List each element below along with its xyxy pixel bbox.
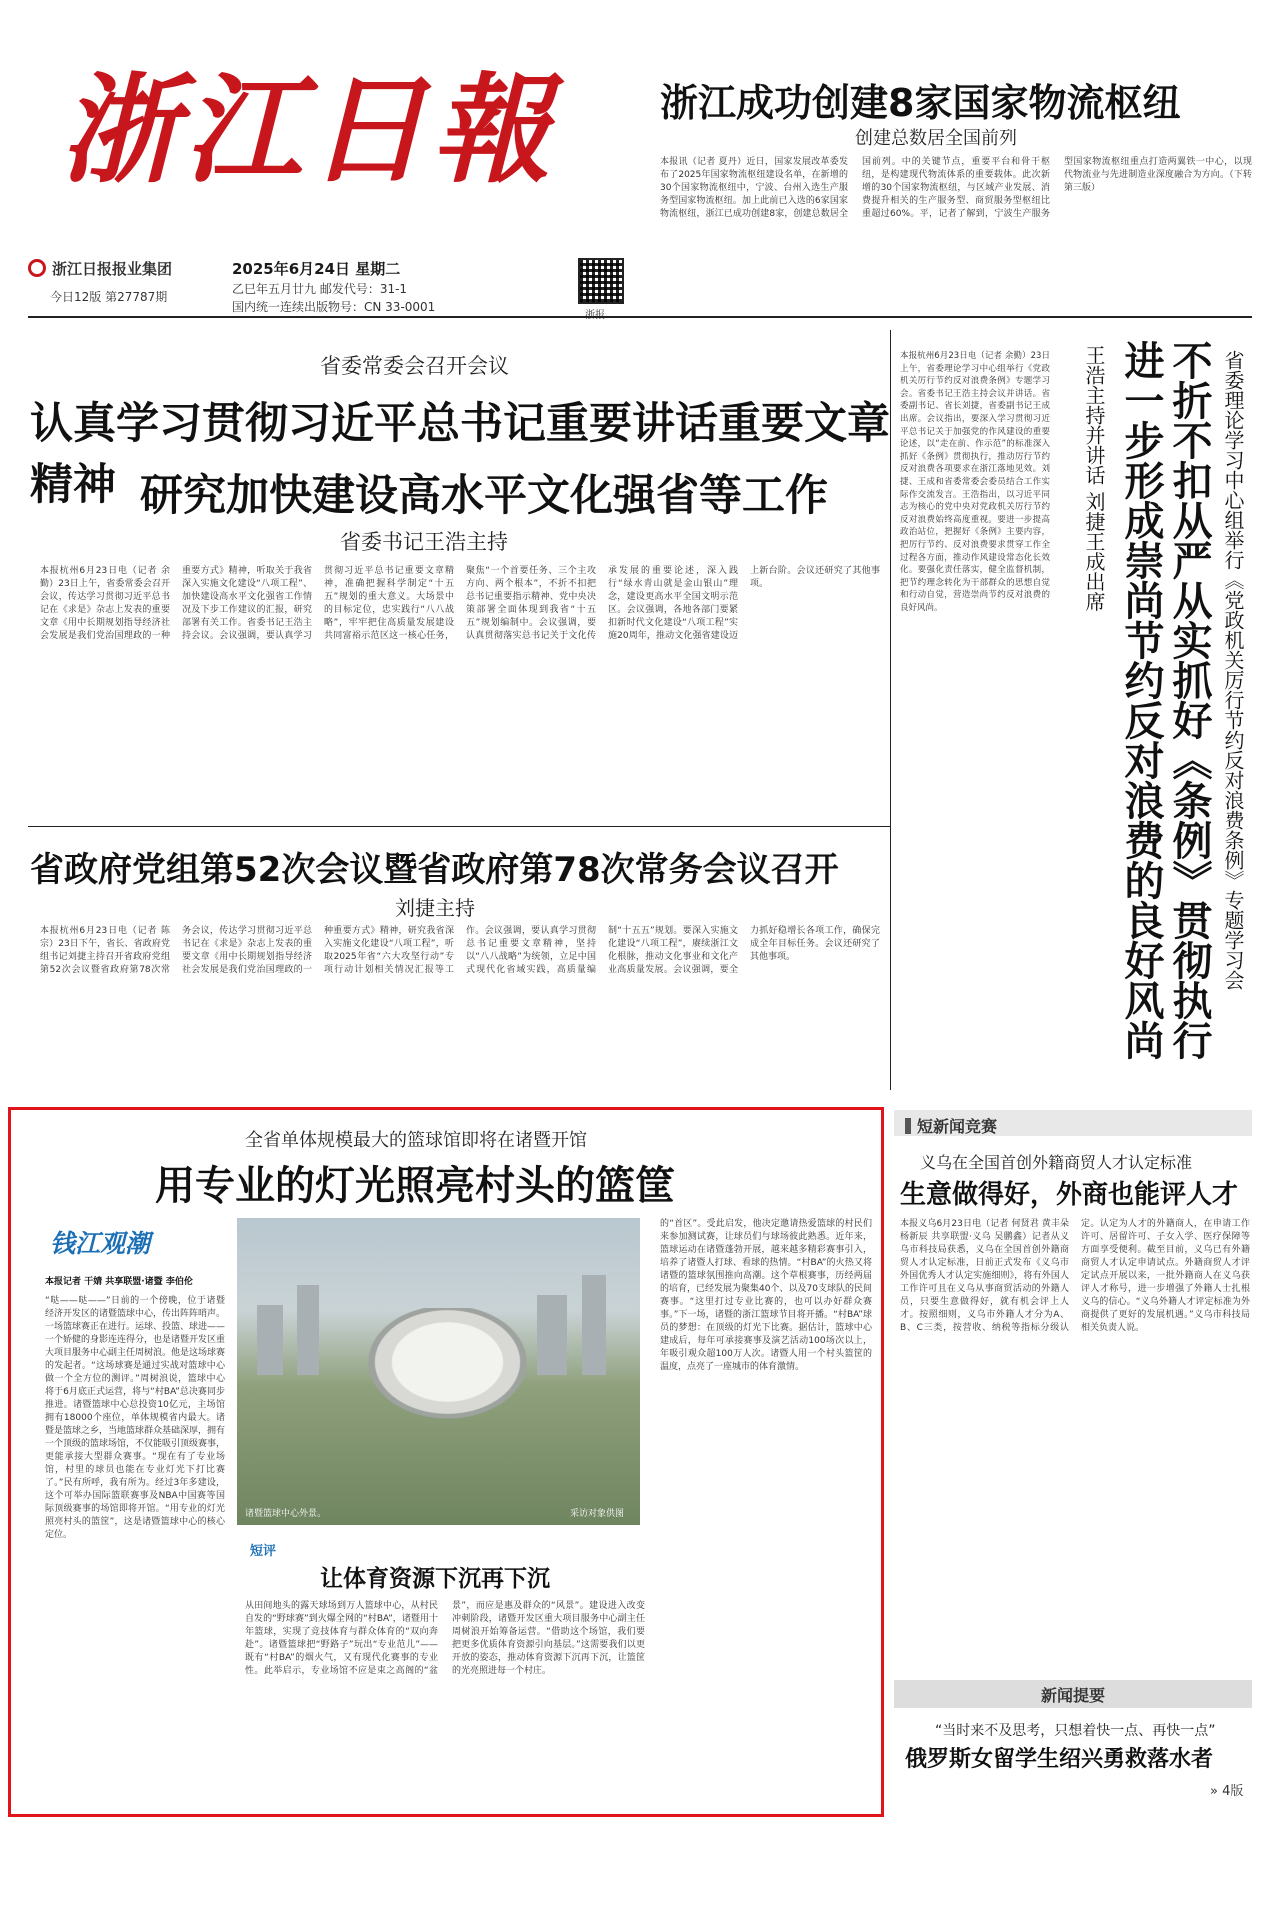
feature-headline: 用专业的灯光照亮村头的篮筐 [155, 1163, 675, 1209]
double-chevron-icon: » [1210, 1784, 1218, 1799]
feature-kicker: 全省单体规模最大的篮球馆即将在诸暨开馆 [245, 1130, 587, 1151]
lunar-date: 乙巳年五月廿九 邮发代号：31-1 [232, 282, 408, 296]
building-shape [582, 1275, 606, 1375]
feature-body-right: 的“首区”。受此启发，他决定邀请热爱篮球的村民们来参加测试赛，让球员们与球场彼此熟悉。近年来，篮球运动在诸暨蓬勃开展，越来越多精彩赛事引入，培养了诸暨人打球、看球的热情。“村BA”的火热又将诸暨的篮球氛围推向高潮。这个草根赛事，历经两届的培育，已经发展为聚集40个、以及70支球队的民间赛事。“这里打过专业比赛的，也可以办好群众赛事。”下一场，诸暨的浙江篮球节目将开播。“村BA”球员的梦想：在顶级的灯光下比赛。据估计，篮球中心建成后，每年可承接赛事及演艺活动100场次以上，年吸引观众超100万人次。诸暨人用一个村头篮筐的温度，点亮了一座城市的体育激情。 [660, 1219, 872, 1372]
meeting2-subhead: 刘捷主持 [395, 896, 475, 920]
side-story-headline-2: 进一步形成崇尚节约反对浪费的良好风尚 [1118, 340, 1164, 1060]
meeting1-kicker: 省委常委会召开会议 [320, 354, 509, 378]
publication-number: 国内统一连续出版物号：CN 33-0001 [232, 300, 436, 314]
feature-body-left: “哒——哒——”日前的一个傍晚，位于诸暨经济开发区的诸暨篮球中心，传出阵阵哨声。一场篮球赛正在进行。运球、投篮、球进——一个娇健的身影连连得分，也是诸暨开发区重大项目服务中心副主任周树浪。他是这场球赛的发起者。“这场球赛是通过实战对篮球中心做一个全方位的测评。”周树浪说，篮球中心将于6月底正式运营，将与“村BA”总决赛同步推进。诸暨篮球中心总投资10亿元，主场馆拥有18000个座位，单体规模省内最大。诸暨是篮球之乡，当地篮球群众基础深厚，拥有一个顶级的篮球场馆，不仅能吸引顶级赛事，更能承接大型群众赛事。“现在有了专业场馆，村里的球员也能在专业灯光下打比赛了。”民有所呼，我有所为。经过3年多建设，这个可举办国际篮联赛事及NBA中国赛等国际顶级赛事的场馆即将开馆。“用专业的灯光照亮村头的篮筐”，这是诸暨篮球中心的核心定位。 [45, 1296, 225, 1540]
top-story-subhead: 创建总数居全国前列 [855, 128, 1017, 149]
side-story-headline-1: 不折不扣从严从实抓好《条例》贯彻执行 [1166, 340, 1212, 1060]
news-tips-title: 新闻提要 [1040, 1685, 1105, 1705]
side-story-kicker: 省委理论学习中心组举行《党政机关厉行节约反对浪费条例》专题学习会 [1221, 350, 1245, 990]
issue-date: 2025年6月24日 星期二 [232, 260, 401, 278]
commentary-body: 从田间地头的露天球场到万人篮球中心，从村民自发的“野球赛”到火爆全网的“村BA”，诸暨用十年篮球，实现了竞技体育与群众体育的“双向奔赴”。诸暨篮球把“野路子”玩出“专业范儿”——既有“村BA”的烟火气，又有现代化赛事的专业性。此举启示，专业场馆不应是束之高阁的“盆景”，而应是惠及群众的“风景”。建设进入改变冲刺阶段，诸暨开发区重大项目服务中心副主任周树浪开始筹备运营。“借助这个场馆，我们要把更多优质体育资源引向基层。”这需要我们以更开放的姿态，推动体育资源下沉再下沉，让篮筐的光亮照进每一个村庄。 [245, 1601, 645, 1676]
divider [890, 330, 891, 1090]
brief-news-kicker: 义乌在全国首创外籍商贸人才认定标准 [920, 1153, 1193, 1172]
divider [28, 316, 1252, 318]
commentary-tag: 短评 [250, 1544, 277, 1559]
news-tips-kicker: “当时来不及思考，只想着快一点、再快一点” [935, 1723, 1216, 1739]
issue-info: 今日12版 第27787期 [50, 290, 168, 304]
brief-news-label [905, 1114, 997, 1137]
publisher-logo-icon [28, 259, 46, 277]
qr-code-icon [578, 258, 624, 304]
feature-byline: 本报记者 干婧 共享联盟·诸暨 李伯伦 [45, 1277, 193, 1287]
building-shape [297, 1285, 319, 1375]
masthead-title: 浙江日報 [60, 60, 557, 199]
stadium-icon [355, 1308, 540, 1428]
side-story-subhead-text: 王浩主持并讲话 刘捷王成出席 [1082, 345, 1106, 612]
stadium-photo [237, 1218, 640, 1525]
meeting1-body: 本报杭州6月23日电（记者 余勤）23日上午，省委常委会召开会议，传达学习贯彻习近平总书记在《求是》杂志上发表的重要文章《用中长期规划指导经济社会发展是我们党治国理政的一种重要方式》精神，听取关于我省深入实施文化建设“八项工程”、加快建设高水平文化强省工作情况及下步工作建议的汇报，研究部署有关工作。省委书记王浩主持会议。会议强调，要认真学习贯彻习近平总书记重要文章精神，准确把握科学制定“十五五”规划的重大意义。大场景中的目标定位，忠实践行“八八战略”，牢牢把住高质量发展建设共同富裕示范区这一核心任务，聚焦“一个首要任务、三个主攻方向、两个根本”，不折不扣把总书记重要指示精神、党中央决策部署全面体现到我省“十五五”规划编制中。会议强调，要认真贯彻落实总书记关于文化传承发展的重要论述，深入践行“绿水青山就是金山银山”理念，建设更高水平全国文明示范区。会议强调，各地各部门要紧扣新时代文化建设“八项工程”实施20周年，推动文化强省建设迈上新台阶。会议还研究了其他事项。 [40, 566, 880, 641]
building-shape [537, 1295, 567, 1375]
publisher-logo [28, 256, 218, 280]
divider [28, 826, 890, 827]
page-reference-label: 4版 [1222, 1784, 1244, 1799]
meeting1-headline-line1: 认真学习贯彻习近平总书记重要讲话重要文章精神 [30, 399, 890, 510]
page-reference[interactable] [1210, 1780, 1243, 1799]
top-story-headline: 浙江成功创建8家国家物流枢纽 [660, 81, 1181, 125]
meeting2-body: 本报杭州6月23日电（记者 陈宗）23日下午，省长、省政府党组书记刘捷主持召开省政府党组第52次会议暨省政府第78次常务会议，传达学习贯彻习近平总书记在《求是》杂志上发表的重要文章《用中长期规划指导经济社会发展是我们党治国理政的一种重要方式》精神，研究我省深入实施文化建设“八项工程”，听取2025年省“六大攻坚行动”专项行动计划相关情况汇报等工作。会议强调，要认真学习贯彻总书记重要文章精神，坚持以“八八战略”为统领，立足中国式现代化省域实践，高质量编制“十五五”规划。要深入实施文化建设“八项工程”，赓续浙江文化根脉，推动文化事业和文化产业高质量发展。会议强调，要全力抓好稳增长各项工作，确保完成全年目标任务。会议还研究了其他事项。 [40, 926, 880, 975]
commentary-title: 让体育资源下沉再下沉 [320, 1566, 550, 1592]
photo-caption: 诸暨篮球中心外景。 [245, 1509, 327, 1519]
side-story-body: 本报杭州6月23日电（记者 余勤）23日上午，省委理论学习中心组举行《党政机关厉行节约反对浪费条例》专题学习会。省委书记王浩主持会议并讲话。省委副书记、省长刘捷，省委副书记王成出席。会议指出，要深入学习贯彻习近平总书记关于加强党的作风建设的重要论述，以“走在前、作示范”的标准深入抓好《条例》贯彻执行，推动厉行节约反对浪费各项要求在浙江落地见效。刘捷、王成和省委常委会委员结合工作实际作交流发言。王浩指出，以习近平同志为核心的党中央对党政机关厉行节约反对浪费始终高度重视。要进一步提高政治站位，把握好《条例》主要内容，把厉行节约、反对浪费要求贯穿工作全过程各方面，推动作风建设常态化长效化。要强化责任落实，健全监督机制，把节约理念转化为干部群众的思想自觉和行动自觉，营造崇尚节约反对浪费的良好风尚。 [900, 351, 1050, 613]
photo-credit: 采访对象供图 [570, 1509, 625, 1519]
brief-news-body: 本报义乌6月23日电（记者 何贤君 黄丰朵 杨新辰 共享联盟·义乌 吴鹏鑫）记者从义乌市科技局获悉，义乌在全国首创外籍商贸人才认定标准，日前正式发布《义乌市外国优秀人才认定实施细则》，将有外国人工作许可且在义乌从事商贸活动的外籍人员，只要生意做得好，就有机会评上人才。按照细则，义乌市外籍人才分为A、B、C三类，按营收、纳税等指标分级认定。认定为人才的外籍商人，在申请工作许可、居留许可、子女入学、医疗保障等方面享受便利。截至目前，义乌已有外籍商贸人才认定申请试点。外籍商贸人才评定试点开展以来，一批外籍商人在义乌获评人才称号，进一步增强了外籍人士扎根义乌的信心。“义乌外籍人才评定标准为外商提供了更好的发展机遇。”义乌市科技局相关负责人说。 [900, 1219, 1250, 1333]
news-tips-headline: 俄罗斯女留学生绍兴勇救落水者 [905, 1747, 1214, 1772]
section-bar-icon [905, 1118, 911, 1134]
meeting1-subhead: 省委书记王浩主持 [340, 530, 508, 554]
news-tips-band [894, 1680, 1252, 1708]
building-shape [257, 1305, 283, 1375]
brief-news-headline: 生意做得好，外商也能评人才 [900, 1180, 1239, 1210]
brief-news-title: 短新闻竞赛 [917, 1117, 998, 1136]
column-logo: 钱江观潮 [50, 1229, 151, 1258]
meeting1-headline-line2: 研究加快建设高水平文化强省等工作 [140, 471, 828, 521]
publisher-name: 浙江日报报业集团 [52, 259, 173, 278]
meeting2-headline: 省政府党组第52次会议暨省政府第78次常务会议召开 [30, 850, 839, 890]
qr-caption [585, 306, 605, 321]
top-story-body: 本报讯（记者 夏丹）近日，国家发展改革委发布了2025年国家物流枢纽建设名单，在新增的30个国家物流枢纽中，宁波、台州入选生产服务型国家物流枢纽。加上此前已入选的6家国家物流枢纽，浙江已成功创建8家，创建总数居全国前列。中的关键节点，重要平台和骨干枢纽，是构建现代物流体系的重要载体。此次新增的30个国家物流枢纽，与区域产业发展、消费提升相关的生产服务型、商贸服务型枢纽比重超过60%。平，记者了解到，宁波生产服务型国家物流枢纽重点打造两翼铁一中心，以现代物流业与先进制造业深度融合为方向。（下转第三版） [660, 157, 1252, 219]
side-story-subhead [1070, 345, 1116, 1085]
